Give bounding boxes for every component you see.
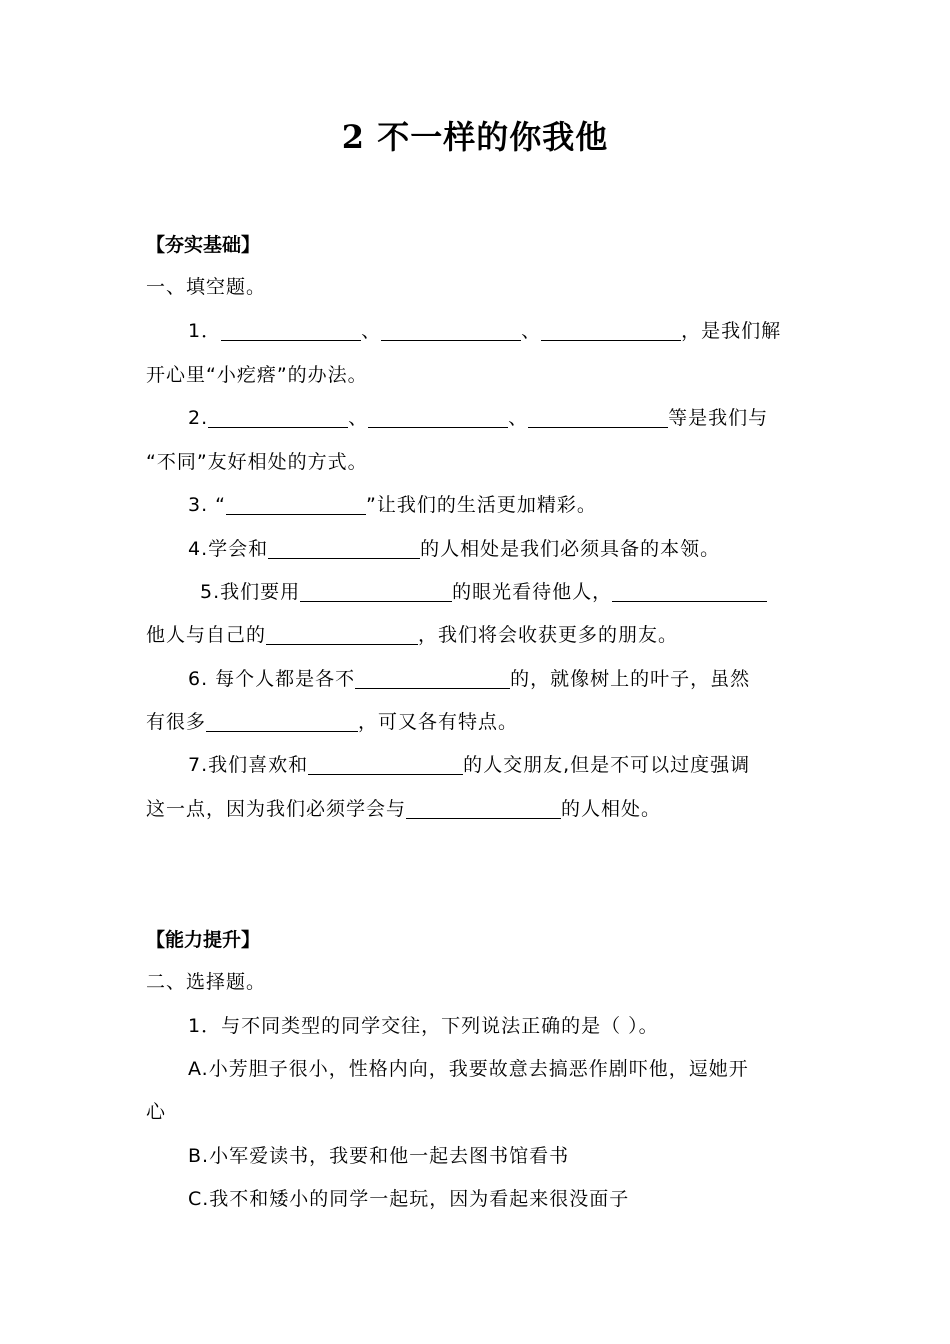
answer-blank[interactable] (381, 320, 521, 341)
question-7-line-2: 这一点，因为我们必须学会与 的人相处。 (146, 798, 662, 820)
answer-blank[interactable] (226, 494, 366, 515)
question-2-line-1: 2. 、 、 等是我们与 (188, 407, 769, 429)
question-2-line-2: “不同”友好相处的方式。 (146, 451, 368, 473)
answer-blank[interactable] (208, 407, 348, 428)
answer-blank[interactable] (308, 754, 463, 775)
answer-blank[interactable] (541, 320, 681, 341)
choice-question-1: 1．与不同类型的同学交往，下列说法正确的是（ ）。 (188, 1015, 659, 1037)
answer-blank[interactable] (528, 407, 668, 428)
question-4: 4.学会和 的人相处是我们必须具备的本领。 (188, 538, 721, 560)
answer-blank[interactable] (355, 668, 510, 689)
answer-blank[interactable] (406, 798, 561, 819)
question-6-line-2: 有很多 ，可又各有特点。 (146, 711, 519, 733)
option-c[interactable]: C.我不和矮小的同学一起玩，因为看起来很没面子 (188, 1188, 630, 1210)
question-6-line-1: 6. 每个人都是各不 的，就像树上的叶子，虽然 (188, 668, 751, 690)
question-5-line-1: 5.我们要用 的眼光看待他人， (200, 577, 767, 604)
question-7-line-1: 7.我们喜欢和 的人交朋友,但是不可以过度强调 (188, 754, 751, 776)
answer-blank[interactable] (368, 407, 508, 428)
question-3: 3. “ ”让我们的生活更加精彩。 (188, 494, 597, 516)
answer-blank[interactable] (221, 320, 361, 341)
answer-blank[interactable] (300, 581, 452, 602)
option-a-line-1[interactable]: A.小芳胆子很小，性格内向，我要故意去搞恶作剧吓他，逗她开 (188, 1058, 749, 1080)
answer-blank[interactable] (612, 581, 767, 602)
part-one-heading: 一、填空题。 (146, 276, 267, 298)
part-two-heading: 二、选择题。 (146, 971, 267, 993)
option-a-line-2: 心 (146, 1101, 167, 1123)
question-5-line-2: 他人与自己的 ，我们将会收获更多的朋友。 (146, 624, 679, 646)
answer-blank[interactable] (266, 624, 418, 645)
section-header-ability: 【能力提升】 (146, 929, 261, 951)
section-header-basic: 【夯实基础】 (146, 234, 261, 256)
page-title: 2 不一样的你我他 (341, 118, 609, 156)
answer-blank[interactable] (206, 711, 358, 732)
answer-blank[interactable] (268, 538, 420, 559)
question-1-line-2: 开心里“小疙瘩”的办法。 (146, 364, 368, 386)
question-1-line-1: 1． 、 、 ，是我们解 (188, 320, 782, 342)
option-b[interactable]: B.小军爱读书，我要和他一起去图书馆看书 (188, 1145, 570, 1167)
